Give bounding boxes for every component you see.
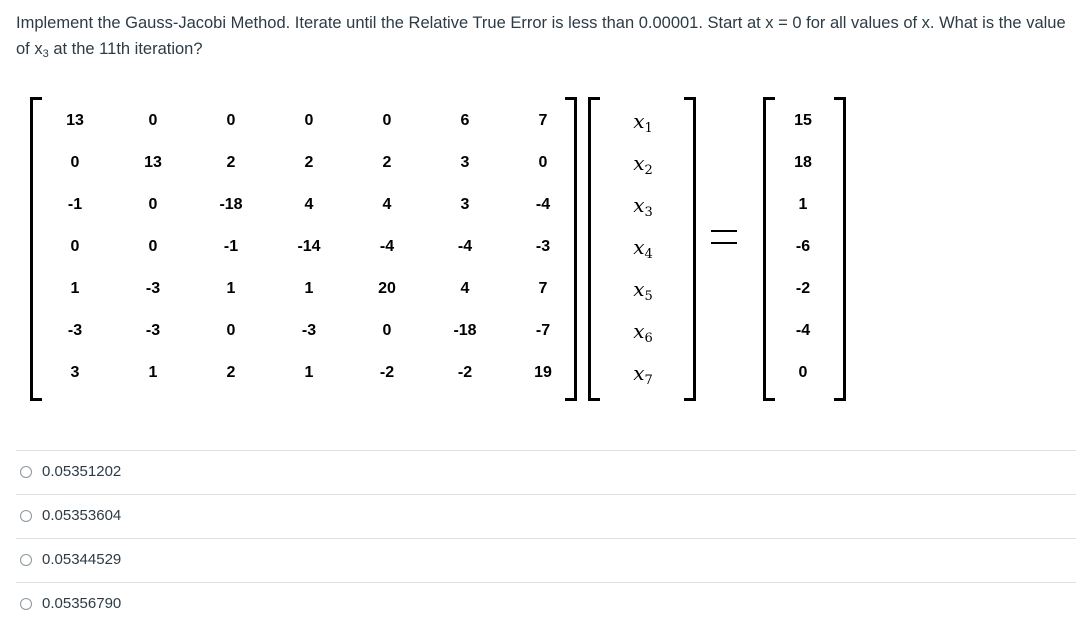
rhs-cell: -4 <box>795 322 811 339</box>
matrix-cell: 1 <box>70 280 80 297</box>
matrix-cell: 4 <box>460 280 470 297</box>
matrix-cell: -4 <box>457 238 473 255</box>
rhs-cell: 18 <box>794 154 812 171</box>
matrix-cell: 6 <box>460 112 470 129</box>
matrix-cell: 1 <box>304 280 314 297</box>
matrix-cell: 3 <box>460 196 470 213</box>
answer-option-label[interactable]: 0.05351202 <box>42 463 122 480</box>
matrix-cell: 2 <box>226 154 236 171</box>
matrix-cell: 0 <box>304 112 314 129</box>
answer-option[interactable] <box>16 494 1076 538</box>
matrix-cell: 20 <box>378 280 396 297</box>
variable-subscript: 1 <box>644 121 653 136</box>
matrix-cell: -2 <box>379 364 395 381</box>
matrix-cell: 0 <box>538 154 548 171</box>
matrix-cell: -3 <box>301 322 317 339</box>
variable-x1 <box>608 106 678 136</box>
variable-x7 <box>608 358 678 388</box>
radio-button[interactable] <box>20 598 32 610</box>
matrix-cell: 4 <box>382 196 392 213</box>
matrix-cell: -18 <box>219 196 243 213</box>
question-text-after: at the 11th iteration? <box>48 40 203 58</box>
variable-subscript: 7 <box>644 373 653 388</box>
matrix-cell: -3 <box>535 238 551 255</box>
answer-option-label[interactable]: 0.05353604 <box>42 507 122 524</box>
matrix-cell: 2 <box>226 364 236 381</box>
rhs-cell: 0 <box>798 364 808 381</box>
matrix-cell: -4 <box>535 196 551 213</box>
matrix-cell: -7 <box>535 322 551 339</box>
variable-base: x <box>633 235 645 259</box>
matrix-cell: 0 <box>148 196 158 213</box>
question-text <box>16 10 1076 62</box>
linear-system-equation <box>0 88 860 408</box>
answer-option[interactable] <box>16 538 1076 582</box>
variable-x2 <box>608 148 678 178</box>
matrix-cell: 3 <box>70 364 80 381</box>
matrix-left-bracket <box>30 97 42 401</box>
matrix-cell: 4 <box>304 196 314 213</box>
matrix-cell: 13 <box>66 112 84 129</box>
variable-base: x <box>633 361 645 385</box>
variable-subscript: 4 <box>644 247 653 262</box>
variable-x4 <box>608 232 678 262</box>
vector-b-right-bracket <box>834 97 846 401</box>
matrix-cell: 0 <box>148 112 158 129</box>
matrix-cell: 2 <box>382 154 392 171</box>
matrix-cell: -14 <box>297 238 321 255</box>
variable-subscript: 3 <box>644 205 653 220</box>
matrix-cell: 7 <box>538 280 548 297</box>
variable-base: x <box>633 109 645 133</box>
matrix-cell: 3 <box>460 154 470 171</box>
matrix-cell: -18 <box>453 322 477 339</box>
matrix-cell: -3 <box>145 322 161 339</box>
matrix-cell: 0 <box>382 322 392 339</box>
question-subscript: 3 <box>42 48 49 60</box>
matrix-cell: 7 <box>538 112 548 129</box>
answer-option-label[interactable]: 0.05356790 <box>42 595 122 612</box>
variable-subscript: 5 <box>644 289 653 304</box>
answer-option[interactable] <box>16 582 1076 626</box>
matrix-cell: 0 <box>148 238 158 255</box>
matrix-cell: -1 <box>67 196 83 213</box>
rhs-cell: -6 <box>795 238 811 255</box>
matrix-cell: 1 <box>148 364 158 381</box>
rhs-cell: 15 <box>794 112 812 129</box>
rhs-cell: -2 <box>795 280 811 297</box>
matrix-cell: 0 <box>70 238 80 255</box>
variable-base: x <box>633 193 645 217</box>
radio-button[interactable] <box>20 466 32 478</box>
variable-subscript: 6 <box>644 331 653 346</box>
matrix-cell: 13 <box>144 154 162 171</box>
rhs-cell: 1 <box>798 196 808 213</box>
variable-base: x <box>633 277 645 301</box>
matrix-cell: -1 <box>223 238 239 255</box>
equals-sign <box>711 230 737 244</box>
vector-x-right-bracket <box>684 97 696 401</box>
matrix-cell: 0 <box>382 112 392 129</box>
variable-x6 <box>608 316 678 346</box>
matrix-cell: 0 <box>70 154 80 171</box>
radio-button[interactable] <box>20 510 32 522</box>
variable-x3 <box>608 190 678 220</box>
answer-options <box>16 450 1076 626</box>
matrix-cell: 2 <box>304 154 314 171</box>
vector-x-left-bracket <box>588 97 600 401</box>
matrix-cell: -2 <box>457 364 473 381</box>
answer-option[interactable] <box>16 450 1076 494</box>
matrix-cell: 0 <box>226 322 236 339</box>
answer-option-label[interactable]: 0.05344529 <box>42 551 122 568</box>
matrix-cell: 1 <box>304 364 314 381</box>
variable-base: x <box>633 151 645 175</box>
matrix-cell: 19 <box>534 364 552 381</box>
radio-button[interactable] <box>20 554 32 566</box>
variable-x5 <box>608 274 678 304</box>
matrix-cell: -4 <box>379 238 395 255</box>
matrix-cell: -3 <box>67 322 83 339</box>
matrix-cell: 1 <box>226 280 236 297</box>
variable-base: x <box>633 319 645 343</box>
question-text-before: Implement the Gauss-Jacobi Method. Iterate until the Relative True Error is less than 0.00001. Start at x = 0 for all values of x. What is the value of x <box>16 14 1066 58</box>
matrix-cell: 0 <box>226 112 236 129</box>
matrix-cell: -3 <box>145 280 161 297</box>
variable-subscript: 2 <box>644 163 653 178</box>
